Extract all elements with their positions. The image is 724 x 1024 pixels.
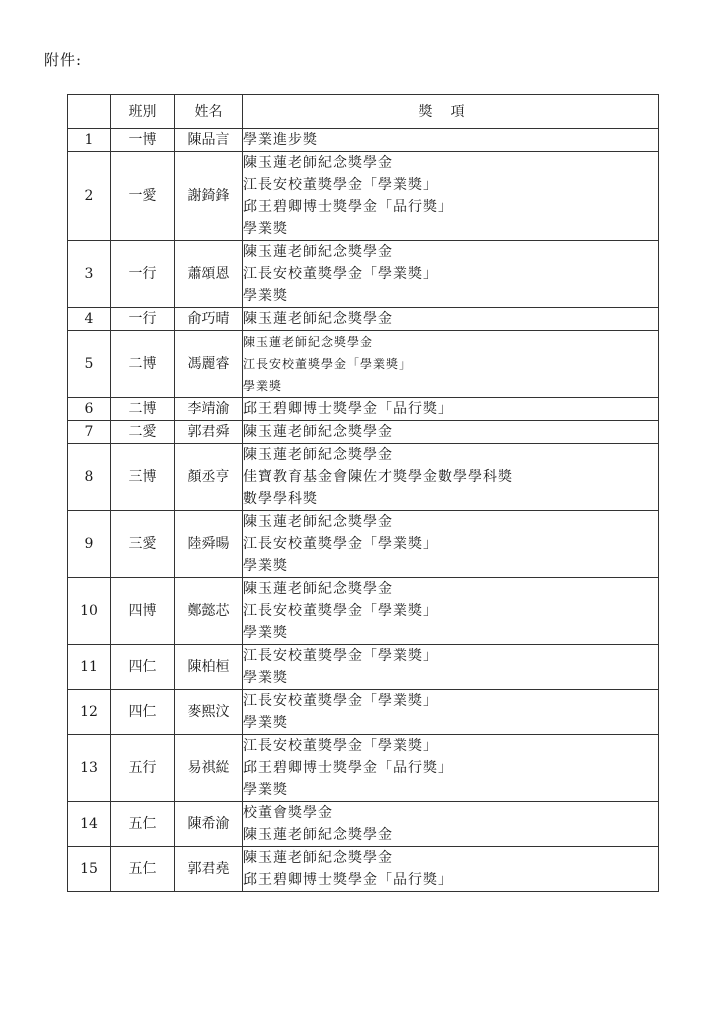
row-student-name: 麥熙汶 bbox=[175, 690, 243, 735]
row-awards bbox=[243, 645, 659, 690]
table-row bbox=[68, 802, 659, 847]
row-awards bbox=[243, 398, 659, 421]
table-row bbox=[68, 398, 659, 421]
award-item: 陳玉蓮老師紀念獎學金 bbox=[243, 424, 393, 440]
row-number: 14 bbox=[68, 802, 111, 847]
table-row bbox=[68, 308, 659, 331]
header-award: 獎項 bbox=[243, 95, 659, 129]
row-student-name: 陳品言 bbox=[175, 129, 243, 152]
row-student-name: 謝錡鋒 bbox=[175, 152, 243, 241]
row-awards bbox=[243, 129, 659, 152]
award-item: 學業獎 bbox=[243, 288, 288, 304]
row-student-name: 李靖渝 bbox=[175, 398, 243, 421]
row-number: 3 bbox=[68, 241, 111, 308]
award-item: 學業獎 bbox=[243, 558, 288, 574]
table-row bbox=[68, 241, 659, 308]
row-class: 五仁 bbox=[111, 802, 175, 847]
award-item: 陳玉蓮老師紀念獎學金 bbox=[243, 827, 393, 843]
award-item: 陳玉蓮老師紀念獎學金 bbox=[243, 311, 393, 327]
table-row bbox=[68, 578, 659, 645]
row-number: 8 bbox=[68, 444, 111, 511]
table-row bbox=[68, 129, 659, 152]
row-student-name: 鄭懿芯 bbox=[175, 578, 243, 645]
row-awards bbox=[243, 802, 659, 847]
row-class: 一愛 bbox=[111, 152, 175, 241]
awards-table bbox=[67, 94, 659, 892]
row-awards bbox=[243, 152, 659, 241]
award-item: 邱王碧卿博士獎學金「品行獎」 bbox=[243, 872, 453, 888]
award-item: 佳寶教育基金會陳佐才獎學金數學學科獎 bbox=[243, 469, 513, 485]
table-row bbox=[68, 331, 659, 398]
header-no bbox=[68, 95, 111, 129]
row-student-name: 馮麗睿 bbox=[175, 331, 243, 398]
table-row bbox=[68, 847, 659, 892]
row-student-name: 蕭頌恩 bbox=[175, 241, 243, 308]
table-row bbox=[68, 152, 659, 241]
award-item: 學業進步獎 bbox=[243, 132, 318, 148]
row-student-name: 郭君堯 bbox=[175, 847, 243, 892]
award-item: 學業獎 bbox=[243, 782, 288, 798]
row-student-name: 陸舜暘 bbox=[175, 511, 243, 578]
award-item: 邱王碧卿博士獎學金「品行獎」 bbox=[243, 199, 453, 215]
award-item: 學業獎 bbox=[243, 715, 288, 731]
row-number: 4 bbox=[68, 308, 111, 331]
award-item: 學業獎 bbox=[243, 625, 288, 641]
row-class: 五行 bbox=[111, 735, 175, 802]
table-row bbox=[68, 421, 659, 444]
row-class: 四仁 bbox=[111, 690, 175, 735]
row-number: 9 bbox=[68, 511, 111, 578]
row-class: 一博 bbox=[111, 129, 175, 152]
row-number: 11 bbox=[68, 645, 111, 690]
row-awards bbox=[243, 511, 659, 578]
row-student-name: 陳柏桓 bbox=[175, 645, 243, 690]
award-item: 學業獎 bbox=[243, 379, 283, 393]
award-item: 學業獎 bbox=[243, 221, 288, 237]
header-class: 班別 bbox=[111, 95, 175, 129]
header-name: 姓名 bbox=[175, 95, 243, 129]
row-class: 三博 bbox=[111, 444, 175, 511]
row-number: 13 bbox=[68, 735, 111, 802]
row-class: 三愛 bbox=[111, 511, 175, 578]
row-class: 二博 bbox=[111, 398, 175, 421]
row-awards bbox=[243, 735, 659, 802]
table-header-row bbox=[68, 95, 659, 129]
award-item: 數學學科獎 bbox=[243, 491, 318, 507]
row-awards bbox=[243, 241, 659, 308]
award-item: 江長安校董獎學金「學業獎」 bbox=[243, 357, 413, 371]
award-item: 江長安校董獎學金「學業獎」 bbox=[243, 177, 438, 193]
award-item: 陳玉蓮老師紀念獎學金 bbox=[243, 335, 374, 349]
attachment-label: 附件: bbox=[44, 51, 83, 69]
row-awards bbox=[243, 690, 659, 735]
row-awards bbox=[243, 421, 659, 444]
award-item: 江長安校董獎學金「學業獎」 bbox=[243, 738, 438, 754]
award-item: 邱王碧卿博士獎學金「品行獎」 bbox=[243, 760, 453, 776]
row-number: 12 bbox=[68, 690, 111, 735]
row-student-name: 郭君舜 bbox=[175, 421, 243, 444]
row-class: 四仁 bbox=[111, 645, 175, 690]
row-number: 5 bbox=[68, 331, 111, 398]
row-awards bbox=[243, 578, 659, 645]
table-row bbox=[68, 444, 659, 511]
row-awards bbox=[243, 444, 659, 511]
table-body bbox=[68, 129, 659, 892]
row-class: 一行 bbox=[111, 308, 175, 331]
table-row bbox=[68, 735, 659, 802]
row-class: 一行 bbox=[111, 241, 175, 308]
table-row bbox=[68, 511, 659, 578]
row-student-name: 易祺緃 bbox=[175, 735, 243, 802]
award-item: 江長安校董獎學金「學業獎」 bbox=[243, 603, 438, 619]
row-class: 四博 bbox=[111, 578, 175, 645]
award-item: 學業獎 bbox=[243, 670, 288, 686]
award-item: 江長安校董獎學金「學業獎」 bbox=[243, 536, 438, 552]
award-item: 陳玉蓮老師紀念獎學金 bbox=[243, 581, 393, 597]
row-student-name: 陳希渝 bbox=[175, 802, 243, 847]
award-item: 校董會獎學金 bbox=[243, 805, 333, 821]
row-awards bbox=[243, 847, 659, 892]
row-number: 10 bbox=[68, 578, 111, 645]
table-row bbox=[68, 645, 659, 690]
award-item: 陳玉蓮老師紀念獎學金 bbox=[243, 155, 393, 171]
award-item: 陳玉蓮老師紀念獎學金 bbox=[243, 447, 393, 463]
row-awards bbox=[243, 331, 659, 398]
table-row bbox=[68, 690, 659, 735]
award-item: 江長安校董獎學金「學業獎」 bbox=[243, 648, 438, 664]
row-student-name: 俞巧晴 bbox=[175, 308, 243, 331]
row-class: 五仁 bbox=[111, 847, 175, 892]
award-item: 邱王碧卿博士獎學金「品行獎」 bbox=[243, 401, 453, 417]
row-number: 15 bbox=[68, 847, 111, 892]
award-item: 江長安校董獎學金「學業獎」 bbox=[243, 693, 438, 709]
row-number: 2 bbox=[68, 152, 111, 241]
row-class: 二博 bbox=[111, 331, 175, 398]
row-number: 1 bbox=[68, 129, 111, 152]
award-item: 陳玉蓮老師紀念獎學金 bbox=[243, 514, 393, 530]
award-item: 陳玉蓮老師紀念獎學金 bbox=[243, 244, 393, 260]
row-class: 二愛 bbox=[111, 421, 175, 444]
row-number: 6 bbox=[68, 398, 111, 421]
award-item: 江長安校董獎學金「學業獎」 bbox=[243, 266, 438, 282]
row-awards bbox=[243, 308, 659, 331]
award-item: 陳玉蓮老師紀念獎學金 bbox=[243, 850, 393, 866]
row-student-name: 顏丞亨 bbox=[175, 444, 243, 511]
row-number: 7 bbox=[68, 421, 111, 444]
